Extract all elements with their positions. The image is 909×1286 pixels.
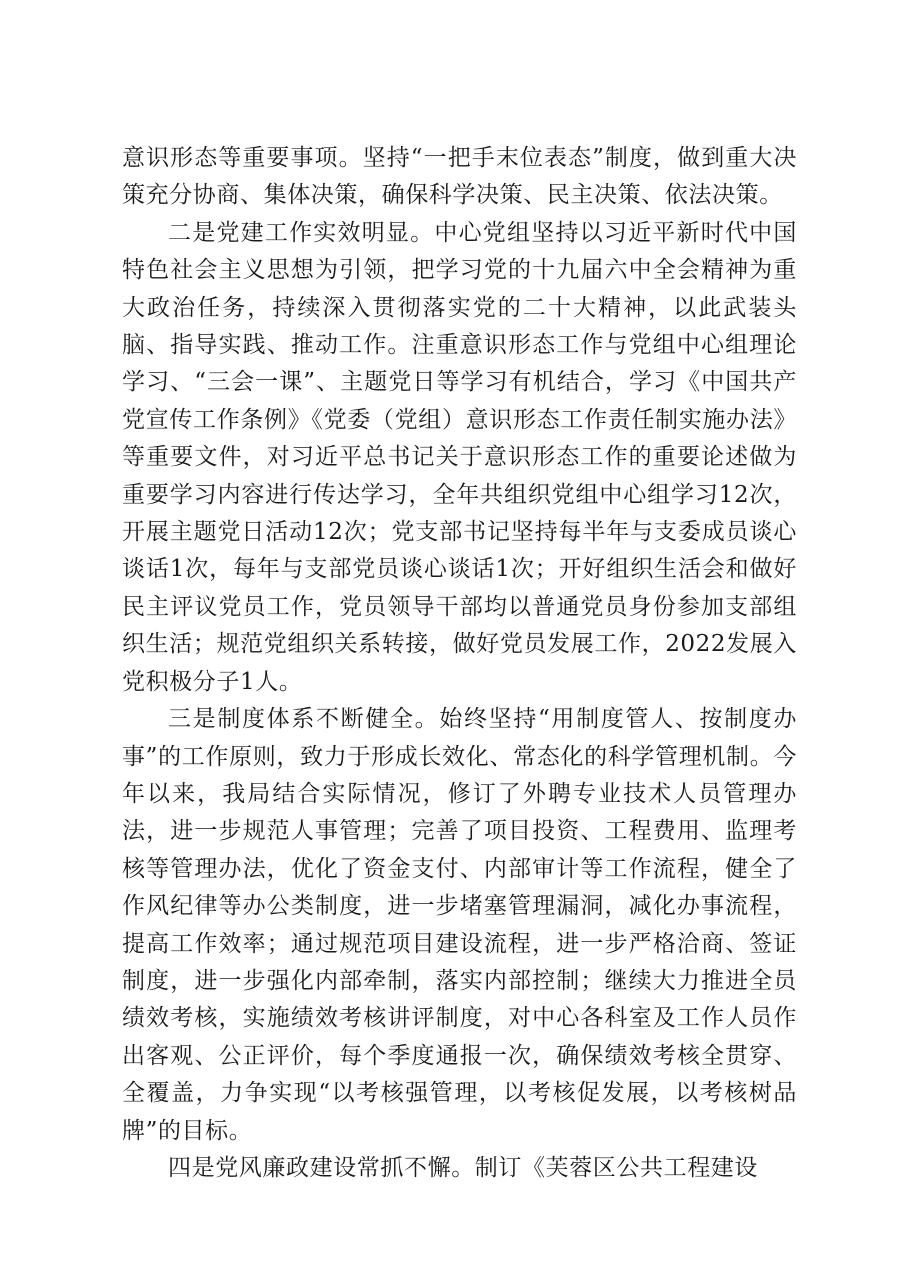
- paragraph-party-building: 二是党建工作实效明显。中心党组坚持以习近平新时代中国特色社会主义思想为引领，把学习党的十九届六中全会精神为重大政治任务，持续深入贯彻落实党的二十大精神，以此武装头脑、指导实践、推动工作。注重意识形态工作与党组中心组理论学习、“三会一课”、主题党日等学习有机结合，学习《中国共产党宣传工作条例》《党委（党组）意识形态工作责任制实施办法》等重要文件，对习近平总书记关于意识形态工作的重要论述做为重要学习内容进行传达学习，全年共组织党组中心组学习12次，开展主题党日活动12次；党支部书记坚持每半年与支委成员谈心谈话1次，每年与支部党员谈心谈话1次；开好组织生活会和做好民主评议党员工作，党员领导干部均以普通党员身份参加支部组织生活；规范党组织关系转接，做好党员发展工作，2022发展入党积极分子1人。: [122, 219, 797, 695]
- paragraph-clean-governance: 四是党风廉政建设常抓不懈。制订《芙蓉区公共工程建设: [168, 1154, 758, 1181]
- paragraph-system-construction: 三是制度体系不断健全。始终坚持“用制度管人、按制度办事”的工作原则，致力于形成长效化、常态化的科学管理机制。今年以来，我局结合实际情况，修订了外聘专业技术人员管理办法，进一步规范人事管理；完善了项目投资、工程费用、监理考核等管理办法，优化了资金支付、内部审计等工作流程，健全了作风纪律等办公类制度，进一步堵塞管理漏洞，减化办事流程，提高工作效率；通过规范项目建设流程，进一步严格洽商、签证制度，进一步强化内部牵制，落实内部控制；继续大力推进全员绩效考核，实施绩效考核讲评制度，对中心各科室及工作人员作出客观、公正评价，每个季度通报一次，确保绩效考核全贯穿、全覆盖，力争实现“以考核强管理，以考核促发展，以考核树品牌”的目标。: [122, 706, 797, 1144]
- paragraph-decision-making: 意识形态等重要事项。坚持“一把手末位表态”制度，做到重大决策充分协商、集体决策，确保科学决策、民主决策、依法决策。: [122, 145, 797, 209]
- document-body: [122, 140, 797, 1187]
